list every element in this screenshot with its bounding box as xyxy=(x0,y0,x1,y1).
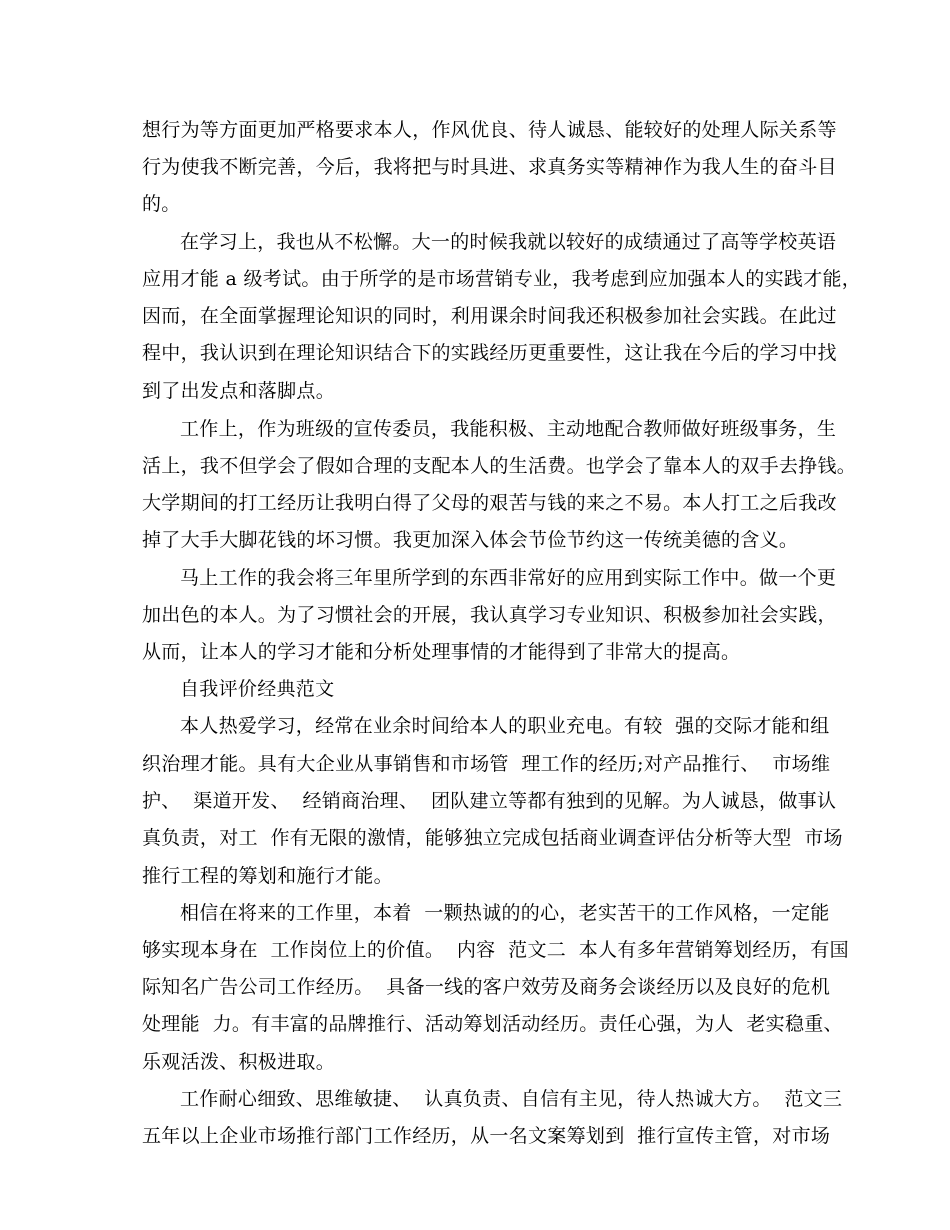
text-line: 从而，让本人的学习才能和分析处理事情的才能得到了非常大的提高。 xyxy=(142,641,741,663)
text-line: 活上，我不但学会了假如合理的支配本人的生活费。也学会了靠本人的双手去挣钱。 xyxy=(142,455,857,477)
text-line: 处理能 力。有丰富的品牌推行、活动筹划活动经历。责任心强，为人 老实稳重、 xyxy=(142,1013,843,1035)
section-heading: 自我评价经典范文 xyxy=(180,678,335,700)
text-line: 够实现本身在 工作岗位上的价值。 内容 范文二 本人有多年营销筹划经历，有国 xyxy=(142,939,849,961)
paragraph-first-line: 本人热爱学习，经常在业余时间给本人的职业充电。有较 强的交际才能和组 xyxy=(180,715,830,737)
text-line: 行为使我不断完善，今后，我将把与时具进、求真务实等精神作为我人生的奋斗目 xyxy=(142,156,837,178)
text-line: 五年以上企业市场推行部门工作经历，从一名文案筹划到 推行宣传主管，对市场 xyxy=(142,1125,831,1147)
paragraph-first-line: 马上工作的我会将三年里所学到的东西非常好的应用到实际工作中。做一个更 xyxy=(180,567,837,589)
text-line: 大学期间的打工经历让我明白得了父母的艰苦与钱的来之不易。本人打工之后我改 xyxy=(142,492,837,514)
text-line: 的。 xyxy=(142,193,181,215)
text-line: 到了出发点和落脚点。 xyxy=(142,380,336,402)
text-line: 加出色的本人。为了习惯社会的开展，我认真学习专业知识、积极参加社会实践， xyxy=(142,604,837,626)
text-line: 际知名广告公司工作经历。 具备一线的客户效劳及商务会谈经历以及良好的危机 xyxy=(142,976,831,998)
text-line: 掉了大手大脚花钱的坏习惯。我更加深入体会节俭节约这一传统美德的含义。 xyxy=(142,529,799,551)
text-line: 乐观活泼、积极进取。 xyxy=(142,1051,336,1073)
text-line: 因而，在全面掌握理论知识的同时，利用课余时间我还积极参加社会实践。在此过 xyxy=(142,305,837,327)
paragraph-first-line: 工作上，作为班级的宣传委员，我能积极、主动地配合教师做好班级事务，生 xyxy=(180,418,837,440)
paragraph-first-line: 相信在将来的工作里，本着 一颗热诚的的心，老实苦干的工作风格，一定能 xyxy=(180,902,830,924)
text-line: 应用才能 a 级考试。由于所学的是市场营销专业，我考虑到应加强本人的实践才能， xyxy=(142,268,862,290)
paragraph-first-line: 工作耐心细致、思维敏捷、 认真负责、自信有主见，待人热诚大方。 范文三 xyxy=(180,1088,843,1110)
paragraph-first-line: 在学习上，我也从不松懈。大一的时候我就以较好的成绩通过了高等学校英语 xyxy=(180,231,837,253)
text-line: 推行工程的筹划和施行才能。 xyxy=(142,865,393,887)
text-line: 护、 渠道开发、 经销商治理、 团队建立等都有独到的见解。为人诚恳，做事认 xyxy=(142,790,837,812)
text-line: 织治理才能。具有大企业从事销售和市场管 理工作的经历;对产品推行、 市场维 xyxy=(142,753,831,775)
text-line: 想行为等方面更加严格要求本人，作风优良、待人诚恳、能较好的处理人际关系等 xyxy=(142,119,837,141)
text-line: 程中，我认识到在理论知识结合下的实践经历更重要性，这让我在今后的学习中找 xyxy=(142,342,837,364)
text-line: 真负责，对工 作有无限的激情，能够独立完成包括商业调查评估分析等大型 市场 xyxy=(142,827,843,849)
